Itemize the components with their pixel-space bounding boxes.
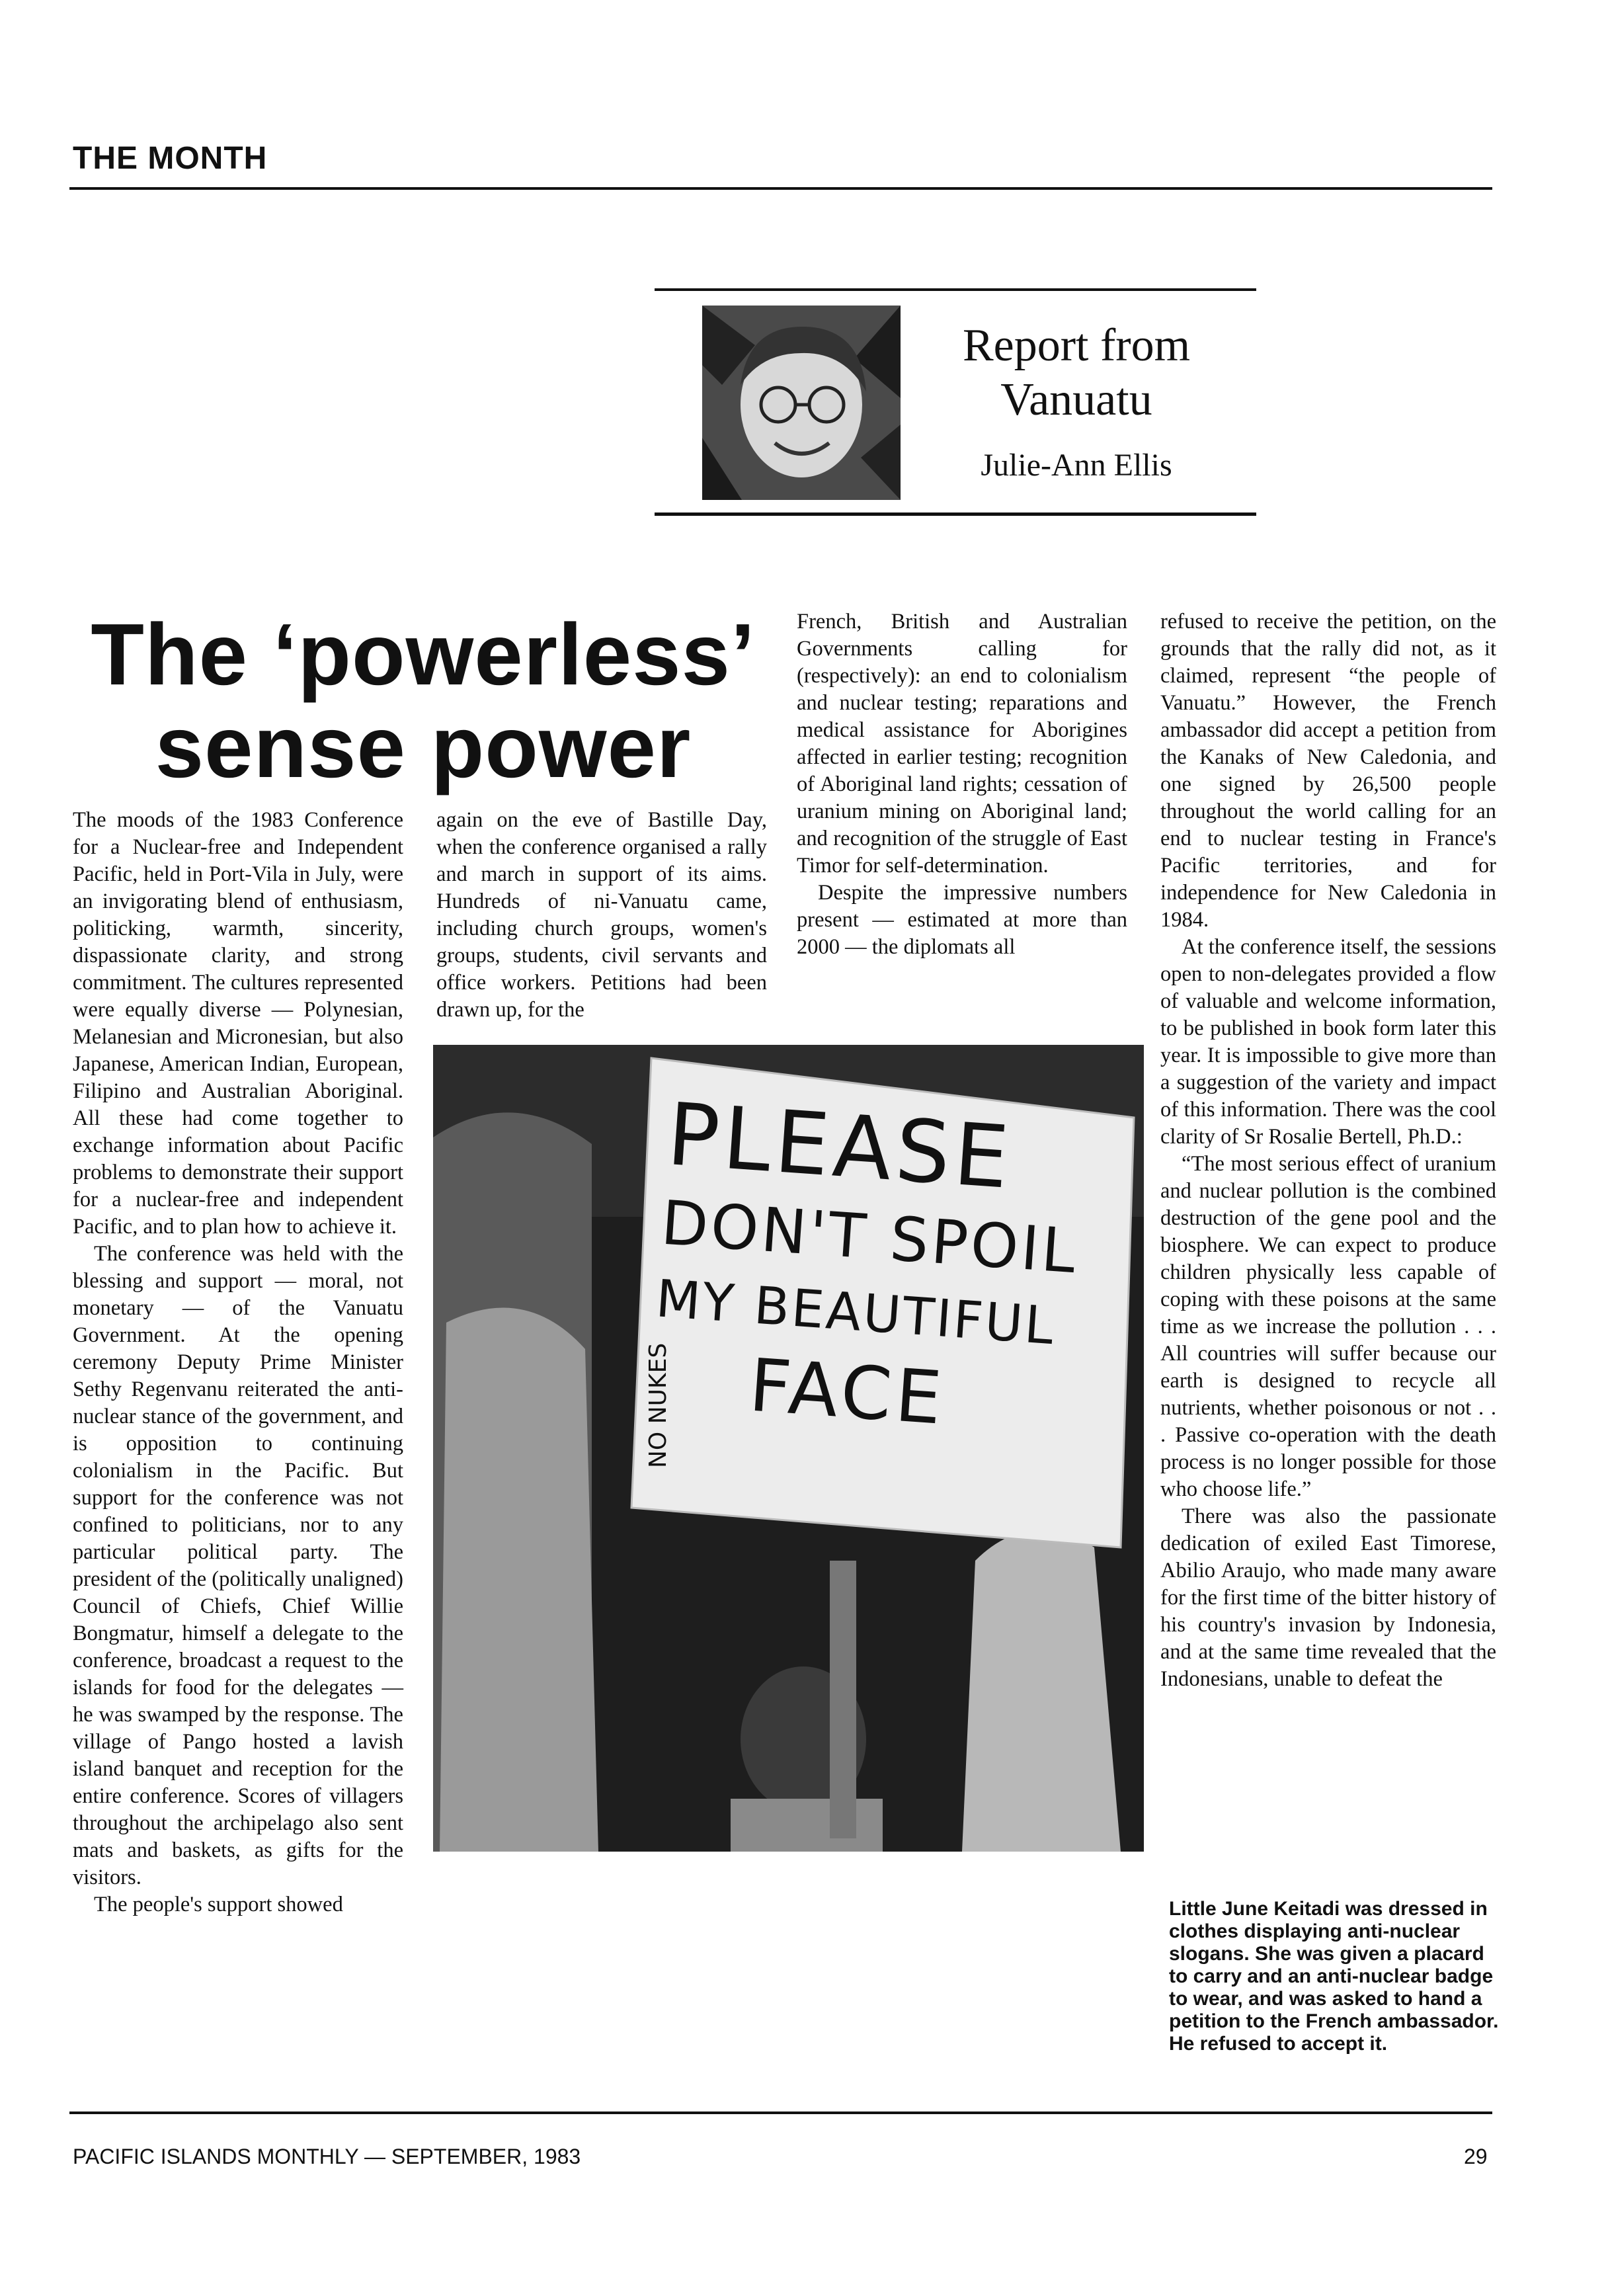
byline-top-rule [655,288,1256,291]
byline-bottom-rule [655,512,1256,516]
placard-line-2: DON'T SPOIL [659,1187,1081,1288]
article-paragraph: refused to receive the petition, on the grounds that the rally did not, as it claimed, represent “the people of Vanuatu.” However, the French ambassador did accept a petition from the Kanaks of New Caledonia, and one signed by 26,500 people throughout the world calling for an end to nuclear testing in France's Pacific territories, and for independence for New Caledonia in 1984. [1160,610,1496,932]
headline-line1: The ‘powerless’ [91,606,756,703]
article-paragraph: Despite the impressive numbers present — estimated at more than 2000 — the diplomats all [797,881,1127,959]
portrait-illustration [702,306,901,500]
article-paragraph: again on the eve of Bastille Day, when the conference organised a rally and march in support of its aims. Hundreds of ni-Vanuatu came, including church groups, women's groups, students, civil servants and office workers. Petitions had been drawn up, for the [436,808,767,1022]
photo-caption: Little June Keitadi was dressed in clothes displaying anti-nuclear slogans. She was given a placard to carry and an anti-nuclear badge to wear, and was asked to hand a petition to the French ambassador. He refused to accept it. [1169,1898,1499,2055]
footer-publication: PACIFIC ISLANDS MONTHLY — SEPTEMBER, 1983 [73,2145,581,2168]
author-portrait [702,306,901,500]
footer-rule [69,2112,1492,2114]
header-rule [69,187,1492,190]
headline-line2: sense power [155,698,692,796]
placard-line-3: MY BEAUTIFUL [654,1269,1058,1357]
byline-title-line1: Report from [962,320,1191,371]
article-column-3 [797,608,1127,961]
byline-title [911,319,1242,427]
article-column-1 [73,807,403,1918]
placard-text [647,1085,1119,1452]
placard-line-4: FACE [746,1342,949,1441]
headline [73,608,774,794]
byline-author: Julie-Ann Ellis [981,448,1172,483]
rally-photo [433,1045,1144,1852]
section-label: THE MONTH [73,141,268,176]
article-paragraph: “The most serious effect of uranium and nuclear pollution is the combined destruction of the gene pool and the biosphere. We can expect to produce children physically less capable of coping with these poisons at the same time as we increase the pollution . . . All countries will suffer because our earth is designed to recycle all nutrients, whether poisonous or not . . . Passive co-operation with the death process is no longer possible for those who choose life.” [1160,1152,1496,1501]
byline-title-line2: Vanuatu [1000,374,1152,425]
article-paragraph: French, British and Australian Governments calling for (respectively): an end to colonialism and nuclear testing; reparations and medical assistance for Aborigines affected in earlier testing; recognition of Aboriginal land rights; cessation of uranium mining on Aboriginal land; and recognition of the struggle of East Timor for self-determination. [797,610,1127,878]
article-paragraph: At the conference itself, the sessions open to non-delegates provided a flow of valuable and welcome information, to be published in book form later this year. It is impossible to give more than a suggestion of the variety and impact of this information. There was the cool clarity of Sr Rosalie Bertell, Ph.D.: [1160,935,1496,1149]
article-paragraph: The conference was held with the blessing and support — moral, not monetary — of the Vanuatu Government. At the opening ceremony Deputy Prime Minister Sethy Regenvanu reiterated the anti-nuclear stance of the government, and is opposition to continuing colonialism in the Pacific. But support for the conference was not confined to politicians, nor to any particular political party. The president of the (politically unaligned) Council of Chiefs, Chief Willie Bongmatur, himself a delegate to the conference, broadcast a request to the islands for food for the delegates — he was swamped by the response. The village of Pango hosted a lavish island banquet and reception for the entire conference. Scores of villagers throughout the archipelago also sent mats and baskets, as gifts for the visitors. [73,1242,403,1889]
page-number: 29 [1464,2145,1488,2168]
article-paragraph: There was also the passionate dedication of exiled East Timorese, Abilio Araujo, who made many aware for the first time of the bitter history of his country's invasion by Indonesia, and at the same time revealed that the Indonesians, unable to defeat the [1160,1504,1496,1691]
placard-side-text: NO NUKES [645,1342,672,1468]
placard-line-1: PLEASE [664,1084,1016,1209]
article-paragraph: The moods of the 1983 Conference for a Nuclear-free and Independent Pacific, held in Port-Vila in July, were an invigorating blend of enthusiasm, politicking, warmth, sincerity, dispassionate clarity, and strong commitment. The cultures represented were equally diverse — Polynesian, Melanesian and Micronesian, but also Japanese, American Indian, European, Filipino and Australian Aboriginal. All these had come together to exchange information about Pacific problems to demonstrate their support for a nuclear-free and independent Pacific, and to plan how to achieve it. [73,808,403,1239]
article-paragraph: The people's support showed [94,1893,343,1916]
article-column-2 [436,807,767,1024]
article-column-4 [1160,608,1496,1693]
